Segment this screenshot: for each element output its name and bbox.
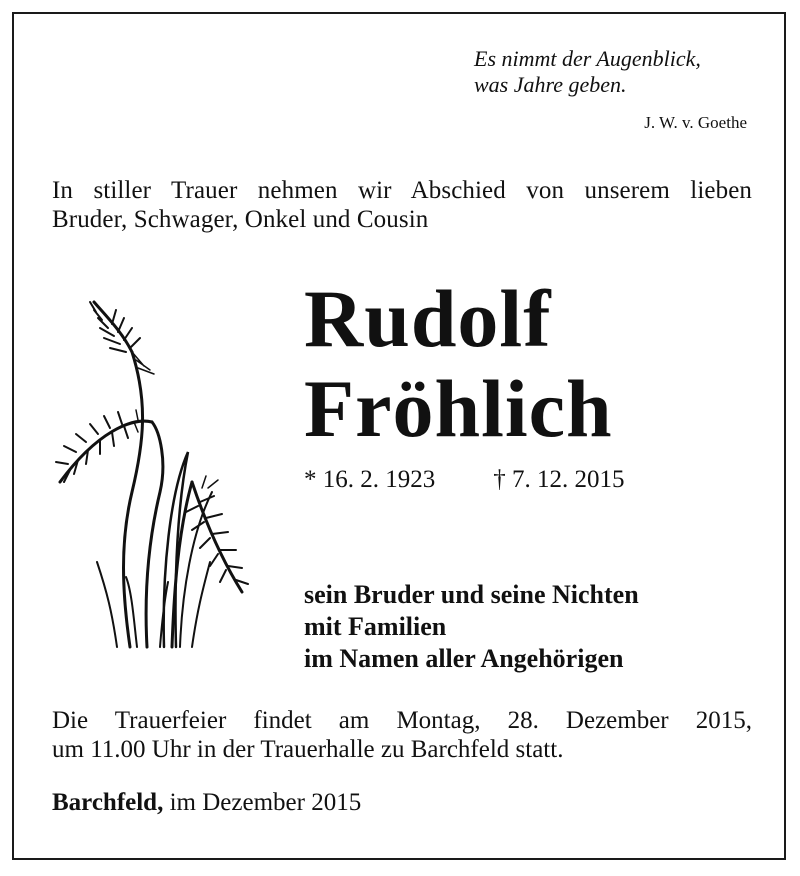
place-name: Barchfeld,	[52, 789, 164, 816]
mourners	[304, 579, 639, 675]
life-dates	[304, 466, 625, 494]
death-date: † 7. 12. 2015	[493, 466, 625, 493]
quote-line-1: Es nimmt der Augenblick,	[474, 46, 701, 71]
intro-line-1: In stiller Trauer nehmen wir Abschied von unserem lieben	[52, 177, 752, 204]
service-line-2: um 11.00 Uhr in der Trauerhalle zu Barchfeld statt.	[52, 736, 564, 763]
place-and-date	[52, 789, 361, 817]
wheat-ears-icon	[52, 292, 262, 657]
deceased-name	[304, 274, 613, 454]
intro-text	[52, 176, 752, 234]
first-name: Rudolf	[304, 273, 552, 364]
intro-line-2: Bruder, Schwager, Onkel und Cousin	[52, 206, 429, 233]
last-name: Fröhlich	[304, 363, 613, 454]
funeral-service-info	[52, 706, 752, 764]
goethe-quote	[474, 46, 701, 98]
closing-date: im Dezember 2015	[169, 789, 362, 816]
mourners-line-2: mit Familien	[304, 612, 447, 641]
quote-line-2: was Jahre geben.	[474, 72, 627, 97]
service-line-1: Die Trauerfeier findet am Montag, 28. Dezember 2015,	[52, 707, 752, 734]
mourners-line-1: sein Bruder und seine Nichten	[304, 580, 639, 609]
quote-author: J. W. v. Goethe	[644, 113, 747, 132]
birth-date: * 16. 2. 1923	[304, 466, 436, 493]
mourners-line-3: im Namen aller Angehörigen	[304, 644, 624, 673]
